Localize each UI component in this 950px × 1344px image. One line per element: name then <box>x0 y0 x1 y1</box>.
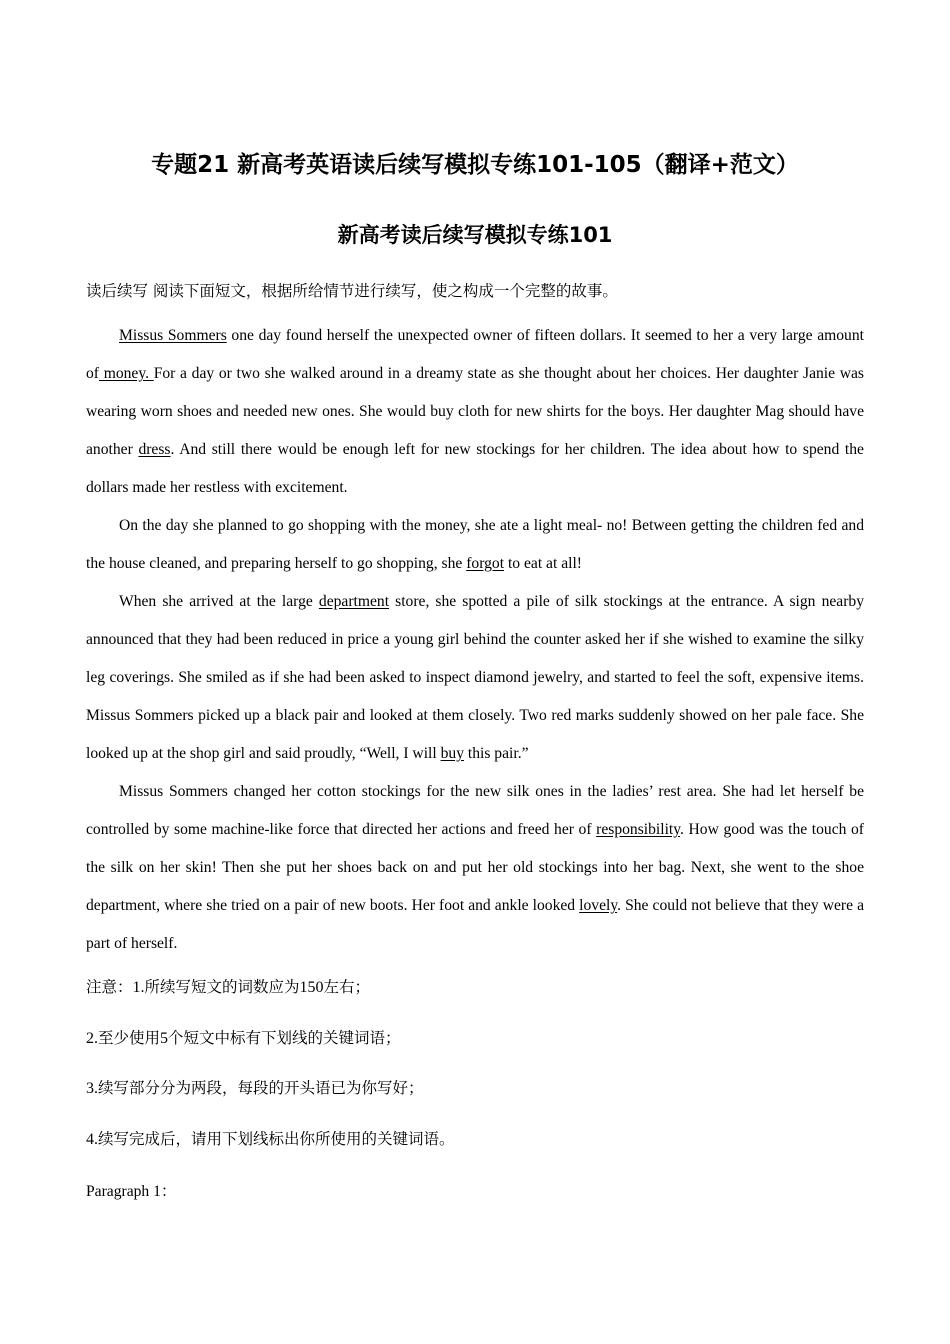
passage-paragraph-3 <box>86 583 864 773</box>
note-number: 3. <box>86 1080 98 1097</box>
passage-text: this pair.” <box>463 745 529 762</box>
passage-text: . She could not believe that they were a part of herself. <box>86 897 864 952</box>
passage-text: to eat at all! <box>504 555 582 572</box>
note-text: 续写完成后，请用下划线标出你所使用的关键词语。 <box>98 1130 455 1148</box>
passage-paragraph-2 <box>86 507 864 583</box>
note-number: 5 <box>160 1030 169 1047</box>
note-number: 4. <box>86 1131 98 1148</box>
note-item-2 <box>86 1026 401 1048</box>
note-number: 150 <box>299 979 324 996</box>
paragraph-1-label: Paragraph 1： <box>86 1183 177 1200</box>
note-text: 所续写短文的词数应为 <box>144 978 300 996</box>
keyword-underlined: dress <box>138 441 171 458</box>
passage-text: . And still there would be enough left for new stockings for her children. The idea about how to spend the dollars made her restless with excitement. <box>86 441 864 496</box>
keyword-underlined: responsibility <box>596 821 681 838</box>
passage-text: On the day she planned to go shopping with the money, she ate a light meal- no! Between getting the children fed and the house cleaned, and preparing herself to go shopping, she <box>86 517 864 572</box>
note-number: 1. <box>132 979 145 996</box>
keyword-underlined: Missus Sommers <box>119 327 227 344</box>
keyword-underlined: money. <box>99 365 154 382</box>
passage-text: Missus Sommers changed her cotton stockings for the new silk ones in the ladies’ rest area. She had let herself be controlled by some machine-like force that directed her actions and freed her of <box>86 783 864 838</box>
keyword-underlined: buy <box>440 745 464 762</box>
document-title: 专题21 新高考英语读后续写模拟专练101-105（翻译+范文） <box>151 152 799 178</box>
task-instruction: 读后续写 阅读下面短文，根据所给情节进行续写，使之构成一个完整的故事。 <box>86 282 618 300</box>
passage-paragraph-4 <box>86 773 864 963</box>
note-item-4 <box>86 1127 455 1149</box>
note-text: 个短文中标有下划线的关键词语； <box>168 1029 401 1047</box>
note-text: 续写部分分为两段，每段的开头语已为你写好； <box>98 1079 424 1097</box>
keyword-underlined: forgot <box>466 555 505 572</box>
passage-text: For a day or two she walked around in a dreamy state as she thought about her choices. Her daughter Janie was wearing worn shoes and needed new ones. She would buy cloth for new shirts for the boys. Her daughter Mag should have another <box>86 365 864 458</box>
passage-text: one day found herself the unexpected owner of fifteen dollars. It seemed to her a very large amount of <box>86 327 864 382</box>
keyword-underlined: lovely <box>579 897 618 914</box>
note-number: 2. <box>86 1030 98 1047</box>
note-item-1 <box>86 975 370 997</box>
passage-paragraph-1 <box>86 317 864 507</box>
note-text: 至少使用 <box>98 1029 161 1047</box>
story-passage <box>86 317 864 963</box>
passage-text: . How good was the touch of the silk on her skin! Then she put her shoes back on and put her old stockings into her bag. Next, she went to the shoe department, where she tried on a pair of new boots. Her foot and ankle looked <box>86 821 865 914</box>
note-prefix: 注意： <box>86 978 133 996</box>
keyword-underlined: department <box>318 593 390 610</box>
passage-text: When she arrived at the large <box>119 593 319 610</box>
note-text: 左右； <box>323 978 371 996</box>
note-item-3 <box>86 1076 424 1098</box>
passage-text: store, she spotted a pile of silk stockings at the entrance. A sign nearby announced that they had been reduced in price a young girl behind the counter asked her if she wished to examine the silky leg coverings. She smiled as if she had been asked to inspect diamond jewelry, and started to feel the soft, expensive items. Missus Sommers picked up a black pair and looked at them closely. Two red marks suddenly showed on her pale face. She looked up at the shop girl and said proudly, “Well, I will <box>86 593 864 762</box>
section-subtitle: 新高考读后续写模拟专练101 <box>337 223 613 247</box>
